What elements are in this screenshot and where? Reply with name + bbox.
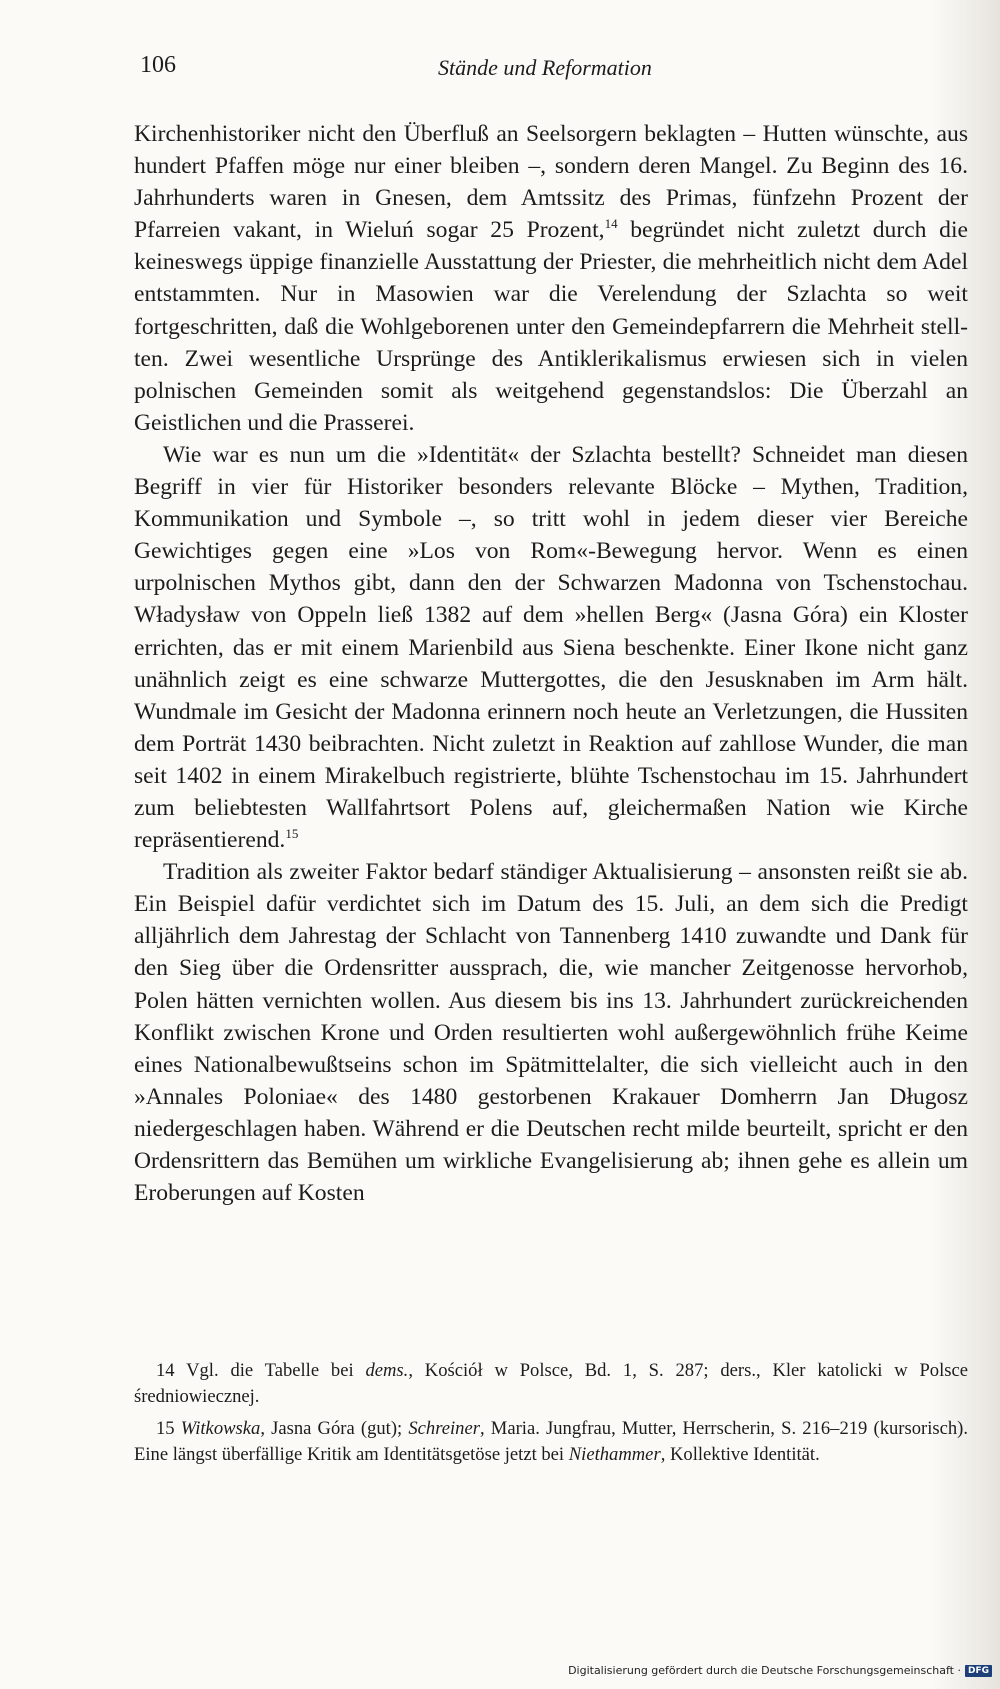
footnote-15: 15 Witkowska, Jasna Góra (gut); Schreiner, Maria. Jungfrau, Mutter, Herrscherin, S. 216–219 (kursorisch). Eine längst überfällige Kritik am Identitätsgetöse jetzt bei Niethammer, Kollektive Identität. bbox=[134, 1418, 969, 1465]
footnote-ref[interactable]: 14 bbox=[604, 216, 618, 232]
dfg-logo: DFG bbox=[965, 1665, 992, 1677]
digitization-footer bbox=[568, 1664, 992, 1677]
footnote-ref[interactable]: 15 bbox=[285, 826, 299, 842]
paragraph: Kirchenhistoriker nicht den Überfluß an Seelsorgern beklagten – Hutten wünschte, aus hundert Pfaffen möge nur einer bleiben –, sondern deren Mangel. Zu Beginn des 16. Jahrhunderts waren in Gnesen, dem Amtssitz des Primas, fünfzehn Prozent der Pfarreien vakant, in Wieluń sogar 25 Prozent,$^{14}$ begründet nicht zuletzt durch die keineswegs üppige finanzielle Ausstattung der Priester, die mehrheitlich nicht dem Adel entstammten. Nur in Masowien war die Verelendung der Szlachta so weit fortgeschritten, daß die Wohlgeborenen unter den Gemeindepfarrern die Mehrheit stellten. Zwei wesentliche Ursprünge des Antiklerikalismus erwiesen sich in vielen polnischen Gemeinden somit als weitgehend gegenstandslos: Die Überzahl an Geistlichen und die Prasserei. bbox=[134, 121, 969, 436]
footer-text: Digitalisierung gefördert durch die Deutsche Forschungsgemeinschaft · bbox=[568, 1664, 961, 1677]
body-text bbox=[134, 118, 968, 1209]
paragraph: Tradition als zweiter Faktor bedarf ständiger Aktualisierung – ansonsten reißt sie ab. Ein Beispiel dafür verdichtet sich im Datum des 15. Juli, an dem sich die Predigt alljährlich dem Jahrestag der Schlacht von Tannenberg 1410 zuwandte und Dank für den Sieg über die Ordensritter aussprach, die, wie mancher Zeitgenosse hervorhob, Polen hätten vernichten wollen. Aus diesem bis ins 13. Jahrhundert zurückreichenden Konflikt zwischen Krone und Orden resultierten wohl außergewöhnlich frühe Keime eines Nationalbewußtseins schon im Spätmittelalter, die sich vielleicht auch in den »Annales Poloniae« des 1480 gestorbenen Krakauer Domherrn Jan Długosz niedergeschlagen haben. Während er die Deutschen recht milde beurteilt, spricht er den Ordensrittern das Bemühen um wirkliche Evangelisierung ab; ihnen gehe es allein um Eroberungen auf Kosten bbox=[134, 859, 968, 1207]
paragraph: Wie war es nun um die »Identität« der Szlachta bestellt? Schneidet man diesen Begriff in vier für Historiker besonders relevante Blöcke – Mythen, Tradition, Kommunikation und Symbole –, so tritt wohl in jedem dieser vier Bereiche Gewichtiges gegen eine »Los von Rom«-Bewegung hervor. Wenn es einen urpolnischen Mythos gibt, dann den der Schwarzen Madonna von Tschenstochau. Władysław von Oppeln ließ 1382 auf dem »hellen Berg« (Jasna Góra) ein Kloster errichten, das er mit einem Marienbild aus Siena beschenkte. Einer Ikone nicht ganz unähnlich zeigt es eine schwarze Muttergottes, die den Jesusknaben im Arm hält. Wundmale im Gesicht der Madonna erinnern noch heute an Verletzungen, die Hussiten dem Porträt 1430 beibrachten. Nicht zuletzt in Reaktion auf zahllose Wunder, die man seit 1402 in einem Mirakelbuch registrierte, blühte Tschenstochau im 15. Jahrhundert zum beliebtesten Wallfahrtsort Polens auf, gleichermaßen Nation wie Kirche repräsentierend.$^{15}$ bbox=[134, 441, 968, 854]
footnotes bbox=[134, 1358, 968, 1474]
page-number: 106 bbox=[140, 52, 176, 78]
running-title: Stände und Reformation bbox=[438, 55, 652, 80]
footnote-14: 14 Vgl. die Tabelle bei dems., Kościół w Polsce, Bd. 1, S. 287; ders., Kler katolicki w Polsce średniowiecznej. bbox=[134, 1360, 968, 1407]
page-header bbox=[0, 52, 1000, 92]
